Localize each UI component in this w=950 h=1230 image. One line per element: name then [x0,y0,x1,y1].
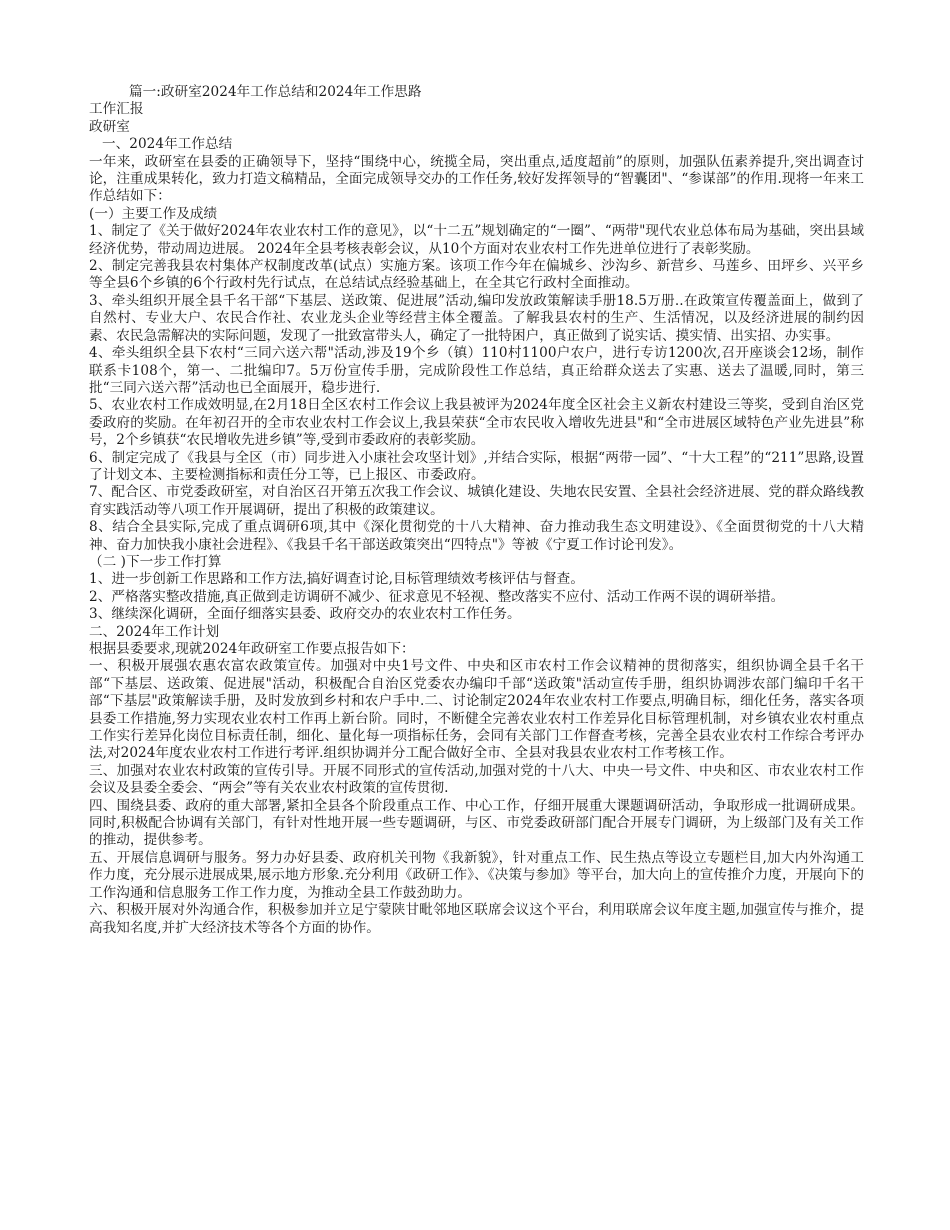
section-heading: 二、2024年工作计划 [89,623,220,640]
paragraph: 一年来，政研室在县委的正确领导下，坚持“围绕中心，统揽全局，突出重点,适度超前”的原则，加强队伍素养提升,突出调查讨论，注重成果转化，致力打造文稿精品，全面完成领导交办的工作任务,较好发挥领导的“智囊团"、“参谋部”的作用.现将一年来工作总结如下： [89,153,864,205]
paragraph: 3、牵头组织开展全县千名干部“下基层、送政策、促进展”活动,编印发放政策解读手册18.5万册..在政策宣传覆盖面上，做到了自然村、专业大户、农民合作社、农业龙头企业等经营主体全覆盖。了解我县农村的生产、生活情况，以及经济进展的制约因素、农民急需解决的实际问题，发现了一批致富带头人，确定了一批特困户，真正做到了说实话、摸实情、出实招、办实事。 [89,292,864,344]
paragraph: 五、开展信息调研与服务。努力办好县委、政府机关刊物《我新貌》，针对重点工作、民生热点等设立专题栏目,加大内外沟通工作力度，充分展示进展成果,展示地方形象.充分利用《政研工作》、《决策与参加》等平台，加大向上的宣传推介力度，开展向下的工作沟通和信息服务工作工作力度，为推动全县工作鼓劲助力。 [89,849,864,901]
paragraph: 4、牵头组织全县下农村“三同六送六帮"活动,涉及19个乡（镇）110村1100户农户，进行专访1200次,召开座谈会12场，制作联系卡108个，第一、二批编印7。5万份宣传手册，完成阶段性工作总结，真正给群众送去了实惠、送去了温暖,同时，第三批“三同六送六帮”活动也已全面展开，稳步进行. [89,345,864,396]
subsection-heading: （二 )下一步工作打算 [89,553,222,570]
paragraph: 四、围绕县委、政府的重大部署,紧扣全县各个阶段重点工作、中心工作，仔细开展重大课题调研活动，争取形成一批调研成果。同时,积极配合协调有关部门，有针对性地开展一些专题调研，与区、市党委政研部门配合开展专门调研，为上级部门及有关工作的推动，提供参考。 [89,797,864,849]
paragraph: 5、农业农村工作成效明显,在2月18日全区农村工作会议上我县被评为2024年度全区社会主义新农村建设三等奖，受到自治区党委政府的奖励。在年初召开的全市农业农村工作会议上,我县荣获“全市农民收入增收先进县"和“全市进展区域特色产业先进县”称号，2个乡镇获“农民增收先进乡镇”等,受到市委政府的表彰奖励。 [89,397,864,449]
paragraph: 根据县委要求,现就2024年政研室工作要点报告如下： [89,641,415,657]
paragraph: 六、积极开展对外沟通合作，积极参加并立足宁蒙陕甘毗邻地区联席会议这个平台，利用联席会议年度主题,加强宣传与推介，提高我知名度,并扩大经济技术等各个方面的协作。 [89,902,864,936]
document-title: 篇一:政研室2024年工作总结和2024年工作思路 [129,84,422,100]
document-category: 工作汇报 [89,101,144,118]
document-page [89,84,864,937]
paragraph: 7、配合区、市党委政研室，对自治区召开第五次我工作会议、城镇化建设、失地农民安置、全县社会经济进展、党的群众路线教育实践活动等八项工作开展调研，提出了积极的政策建议。 [89,484,864,518]
paragraph: 2、制定完善我县农村集体产权制度改革(试点）实施方案。该项工作今年在偏城乡、沙沟乡、新营乡、马莲乡、田坪乡、兴平乡等全县6个乡镇的6个行政村先行试点，在总结试点经验基础上，在全其它行政村全面推动。 [89,258,864,292]
document-office: 政研室 [89,118,130,135]
paragraph: 三、加强对农业农村政策的宣传引导。开展不同形式的宣传活动,加强对党的十八大、中央一号文件、中央和区、市农业农村工作会议及县委全委会、“两会”等有关农业农村政策的宣传贯彻. [89,762,864,797]
paragraph: 一、积极开展强农惠农富农政策宣传。加强对中央1号文件、中央和区市农村工作会议精神的贯彻落实，组织协调全县千名干部“下基层、送政策、促进展"活动，积极配合自治区党委农办编印千部“送政策"活动宣传手册，组织协调涉农部门编印千名干部“下基层"政策解读手册，及时发放到乡村和农户手中.二、讨论制定2024年农业农村工作要点,明确目标，细化任务，落实各项县委工作措施,努力实现农业农村工作再上新台阶。同时，不断健全完善农业农村工作差异化目标管理机制，对乡镇农业农村重点工作实行差异化岗位目标责任制，细化、量化每一项指标任务，会同有关部门工作督查考核，完善全县农业农村工作综合考评办法,对2024年度农业农村工作进行考评.组织协调并分工配合做好全市、全县对我县农业农村工作考核工作。 [89,658,864,762]
subsection-heading: (一）主要工作及成绩 [89,205,218,222]
paragraph: 6、制定完成了《我县与全区（市）同步进入小康社会攻坚计划》,并结合实际，根据“两带一园”、“十大工程”的“211”思路,设置了计划文本、主要检测指标和责任分工等，已上报区、市委政府。 [89,449,864,483]
section-heading: 一、2024年工作总结 [102,136,233,153]
paragraph: 2、严格落实整改措施,真正做到走访调研不减少、征求意见不轻视、整改落实不应付、活动工作两不误的调研举措。 [89,588,785,605]
paragraph: 1、制定了《关于做好2024年农业农村工作的意见》，以“十二五”规划确定的“一圈”、“两带"现代农业总体布局为基础，突出县域经济优势，带动周边进展。 2024年全县考核表彰会议，从10个方面对农业农村工作先进单位进行了表彰奖励。 [89,223,864,257]
paragraph: 8、结合全县实际,完成了重点调研6项,其中《深化贯彻党的十八大精神、奋力推动我生态文明建设》、《全面贯彻党的十八大精神、奋力加快我小康社会进程》、《我县千名干部送政策突出“四特点"》等被《宁夏工作讨论刊发》。 [89,519,864,553]
paragraph: 1、进一步创新工作思路和工作方法,搞好调查讨论,目标管理绩效考核评估与督查。 [89,571,584,588]
paragraph: 3、继续深化调研，全面仔细落实县委、政府交办的农业农村工作任务。 [89,606,521,623]
